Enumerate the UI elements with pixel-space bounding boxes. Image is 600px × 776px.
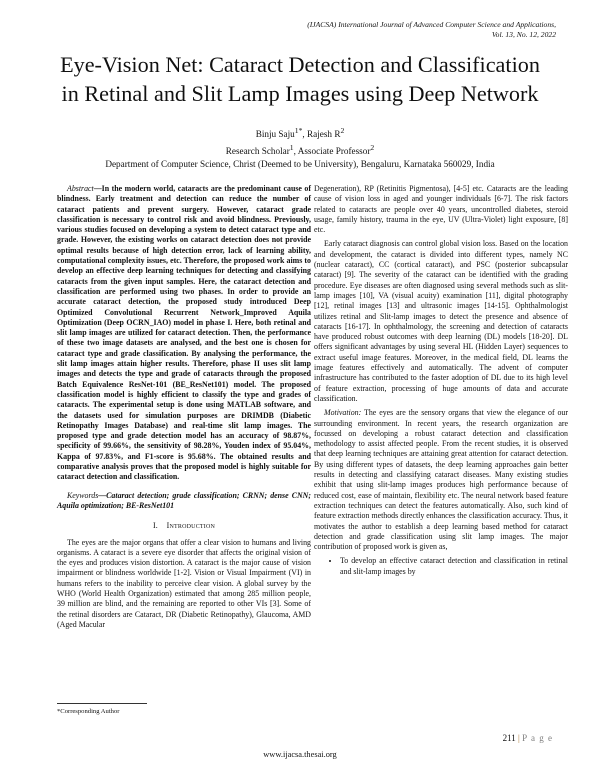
title-line-1: Eye-Vision Net: Cataract Detection and Classification xyxy=(60,52,540,77)
author-names: Binju Saju$^{1*}$, Rajesh $R^2$ xyxy=(255,126,345,140)
left-column xyxy=(57,184,311,634)
intro-paragraph-1: The eyes are the major organs that offer a clear vision to humans and living organisms. A cataract is a severe eye disorder that affects the original vision of the eyes and produces vision distortion. A cataract is the major cause of vision impairment or blindness worldwide [1-2]. Vision or Visual Impairment (VI) in humans refers to the inability to perceive clear vision. A global survey by the WHO (World Health Organization) estimated that among 285 million people, 39 million are blind, and the remaining are reported to other VIs [3]. Some of the retinal disorders are Cataract, DR (Diabetic Retinopathy), Glaucoma, AMD (Aged Macular xyxy=(57,537,311,629)
keywords: Keywords—Cataract detection; grade classification; CRNN; dense CNN; Aquila optimization; BE-ResNet101 xyxy=(57,490,311,510)
intro-paragraph-3: Early cataract diagnosis can control global vision loss. Based on the location and development, the cataract is divided into different types, namely NC (nuclear cataract), CC (cortical cataract), and PSC (posterior subcapsular cataract) [9]. The severity of the cataract can be identified with the grading procedure. Eye diseases are often diagnosed using several methods such as slit-lamp images [10], VA (visual acuity) examination [11], digital photography [12], retinal images [13] and ultrasonic images [14-15]. Ophthalmologist utilizes retinal and Slit-lamp images to detect the presence and absence of cataracts [16-17]. In ophthalmology, the screening and detection of cataracts have produced robust outcomes with deep learning (DL) models [18-20]. DL offers significant advantages by using several HL (Hidden Layer) sequences to extract useful image features. Moreover, in the medical field, DL learns the image features effectively and automatically. The advent of computer infrastructure has contributed to the faster adoption of DL due to its high level of feature extraction, processing of huge amounts of data and accurate classification. xyxy=(314,239,568,403)
journal-header xyxy=(307,20,556,40)
paper-title xyxy=(20,50,580,108)
title-line-2: in Retinal and Slit Lamp Images using Deep Network xyxy=(61,81,539,106)
list-item: • To develop an effective cataract detection and classification in retinal and slit-lamp images by xyxy=(340,556,568,577)
page-number: 211 | P a g e xyxy=(502,733,553,743)
footnote: *Corresponding Author xyxy=(57,708,120,715)
author-block xyxy=(20,124,580,171)
journal-name: (IJACSA) International Journal of Advanced Computer Science and Applications, xyxy=(307,20,556,29)
intro-paragraph-2: Degeneration), RP (Retinitis Pigmentosa), [4-5] etc. Cataracts are the leading cause of vision loss in aged and younger individuals [6-7]. The risk factors related to cataracts are people over 40 years, uncontrolled diabetes, steroid usage, family history, trauma in the eye, UV (Ultra-Violet) light exposure, [8] etc. xyxy=(314,184,568,235)
contribution-list xyxy=(314,556,568,577)
motivation-paragraph: Motivation: The eyes are the sensory organs that view the elegance of our surrounding environment. In recent years, the research organization are focussed on developing a robust cataract detection and classification methodology to assist affected people. From the recent studies, it is observed that deep learning techniques are attaining great attention for cataract detection. By using different types of datasets, the deep learning approaches gain better results in detecting and classifying cataract diseases. Many existing studies exhibit that using slit-lamp images produces high performance because of reduced cost, ease of maintain, flexibility etc. The neural network based feature extraction techniques can detect the features automatically. Also, such kind of feature extraction methods directly enhances the classification accuracy. Thus, it motivates the author to establish a deep learning based method for cataract detection and grade classification using slit lamp images. The major contribution of proposed work is given as, xyxy=(314,408,568,552)
section-heading-introduction: I. Introduction xyxy=(152,521,216,531)
author-roles: Research Scholar$^1$, Associate Professor$^2$ xyxy=(225,143,375,157)
journal-volume: Vol. 13, No. 12, 2022 xyxy=(491,30,556,39)
journal-url: www.ijacsa.thesai.org xyxy=(263,750,337,759)
right-column xyxy=(314,184,568,577)
author-affiliation: Department of Computer Science, Christ (Deemed to be University), Bengaluru, Karnataka 560029, India xyxy=(105,159,495,170)
abstract: Abstract—In the modern world, cataracts are the predominant cause of blindness. Early treatment and detection can reduce the number of cataract patients and prevent surgery. However, cataract grade classification is necessary to control risk and avoid blindness. Previously, various studies focused on developing a system to detect cataract type and grade. However, the existing works on cataract detection does not provide optimal results because of high detection error, lack of learning ability, computational complexity issues, etc. Therefore, the proposed work aims to develop an effective deep learning techniques for detecting and classifying cataracts from the given input samples. Here, the cataract detection and classification are performed using two phases. In order to provide an accurate cataract detection, the proposed study introduced Deep Optimized Convolutional Recurrent Network_Improved Aquila Optimization (Deep OCRN_IAO) model in phase I. Here, both retinal and slit lamp images are utilized for cataract detection. Then, the performance of these two image datasets are analysed, and the best one is chosen for cataract type and grade classification. By analysing the performance, the slit lamp images attain higher results. Therefore, phase II uses slit lamp images and detects the type and grade of cataracts through the proposed Batch Equivalence ResNet-101 (BE_ResNet101) model. The proposed classification model is highly efficient to classify the type and grades of cataracts. The experimental setup is done using MATLAB software, and the datasets used for simulation purposes are DRIMDB (Diabetic Retinopathy Images Database) and real-time slit lamp images. The proposed type and grade detection model has an accuracy of 98.87%, specificity of 99.66%, the sensitivity of 98.28%, Youden index of 95.04%, Kappa of 97.83%, and F1-score is 95.68%. The obtained results and comparative analysis proves that the proposed model is highly suitable for cataract detection and classification. xyxy=(57,184,311,482)
footnote-divider xyxy=(57,703,147,704)
